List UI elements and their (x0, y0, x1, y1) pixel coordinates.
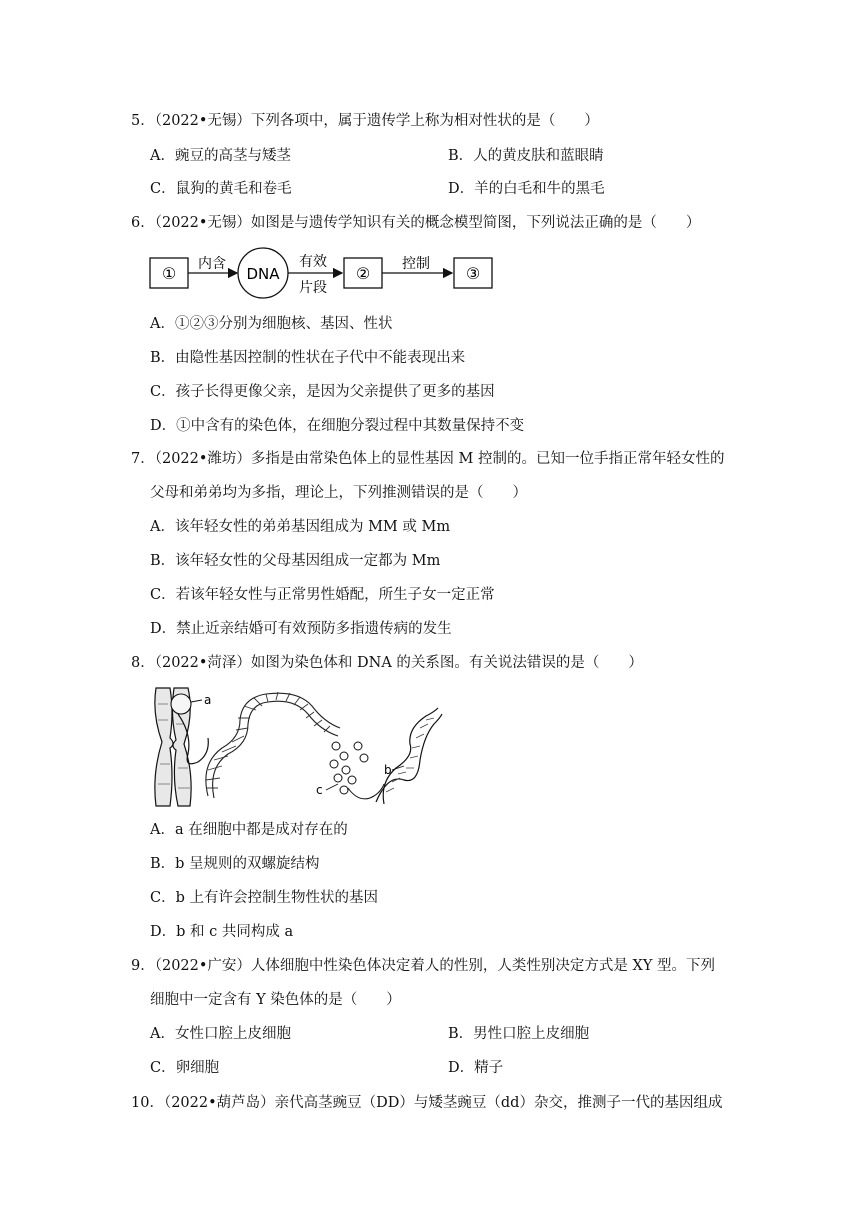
question-7-stem-line-2: 父母和弟弟均为多指，理论上，下列推测错误的是（ ） (150, 485, 527, 501)
question-9-option-b[interactable]: B．男性口腔上皮细胞 (448, 1026, 590, 1042)
question-9-option-a[interactable]: A．女性口腔上皮细胞 (150, 1026, 291, 1042)
question-5-option-d[interactable]: D．羊的白毛和牛的黑毛 (448, 181, 605, 197)
question-9-stem-line-2: 细胞中一定含有 Y 染色体的是（ ） (150, 992, 401, 1008)
diagram-box-1-label: ① (161, 264, 177, 283)
nucleosome-beads (330, 742, 368, 794)
question-5-option-c[interactable]: C．鼠狗的黄毛和卷毛 (150, 181, 292, 197)
question-5-stem: 5．（2022•无锡）下列各项中，属于遗传学上称为相对性状的是（ ） (131, 113, 599, 129)
question-7-option-b[interactable]: B．该年轻女性的父母基因组成一定都为 Mm (150, 553, 441, 569)
diagram-dna-label: DNA (246, 265, 280, 283)
chromosome-dna-figure (148, 684, 448, 812)
question-7-option-c[interactable]: C．若该年轻女性与正常男性婚配，所生子女一定正常 (150, 587, 495, 603)
question-7-option-d[interactable]: D．禁止近亲结婚可有效预防多指遗传病的发生 (150, 621, 452, 637)
question-8-option-d[interactable]: D．b 和 c 共同构成 a (150, 924, 294, 940)
question-6-option-c[interactable]: C．孩子长得更像父亲，是因为父亲提供了更多的基因 (150, 384, 495, 400)
question-7-option-a[interactable]: A．该年轻女性的弟弟基因组成为 MM 或 Mm (150, 519, 451, 535)
question-7-stem-line-1: 7．（2022•潍坊）多指是由常染色体上的显性基因 M 控制的。已知一位手指正常年轻女性的 (131, 451, 725, 467)
question-6-option-d[interactable]: D．①中含有的染色体，在细胞分裂过程中其数量保持不变 (150, 418, 525, 434)
question-6-option-b[interactable]: B．由隐性基因控制的性状在子代中不能表现出来 (150, 350, 466, 366)
question-8-option-c[interactable]: C．b 上有许会控制生物性状的基因 (150, 890, 378, 906)
question-8-stem: 8．（2022•菏泽）如图为染色体和 DNA 的关系图。有关说法错误的是（ ） (131, 655, 643, 671)
diagram-box-3-label: ③ (465, 264, 481, 283)
question-5-option-b[interactable]: B．人的黄皮肤和蓝眼睛 (448, 148, 604, 164)
double-helix (376, 708, 442, 804)
question-6-stem: 6．（2022•无锡）如图是与遗传学知识有关的概念模型简图，下列说法正确的是（ ） (131, 215, 701, 231)
diagram-arrow-2-label-1: 有效 (299, 254, 327, 270)
figure-label-b: b (384, 763, 392, 777)
diagram-arrow-2-label-2: 片段 (299, 280, 327, 296)
diagram-arrow-1-label: 内含 (198, 256, 226, 272)
question-5-option-a[interactable]: A．豌豆的高茎与矮茎 (150, 148, 291, 164)
diagram-arrow-3-label: 控制 (402, 256, 430, 272)
question-9-option-c[interactable]: C．卵细胞 (150, 1060, 220, 1076)
question-8-option-a[interactable]: A．a 在细胞中都是成对存在的 (150, 822, 348, 838)
question-10-stem: 10．（2022•葫芦岛）亲代高茎豌豆（DD）与矮茎豌豆（dd）杂交，推测子一代的基因组成 (131, 1095, 723, 1111)
question-9-stem-line-1: 9．（2022•广安）人体细胞中性染色体决定着人的性别，人类性别决定方式是 XY 型。下列 (131, 958, 716, 974)
question-6-option-a[interactable]: A．①②③分别为细胞核、基因、性状 (150, 316, 393, 332)
diagram-box-2-label: ② (355, 264, 371, 283)
figure-label-a: a (204, 693, 212, 707)
question-9-option-d[interactable]: D．精子 (448, 1060, 504, 1076)
concept-model-diagram (148, 246, 508, 304)
question-8-option-b[interactable]: B．b 呈规则的双螺旋结构 (150, 856, 320, 872)
figure-label-c: c (316, 783, 323, 797)
